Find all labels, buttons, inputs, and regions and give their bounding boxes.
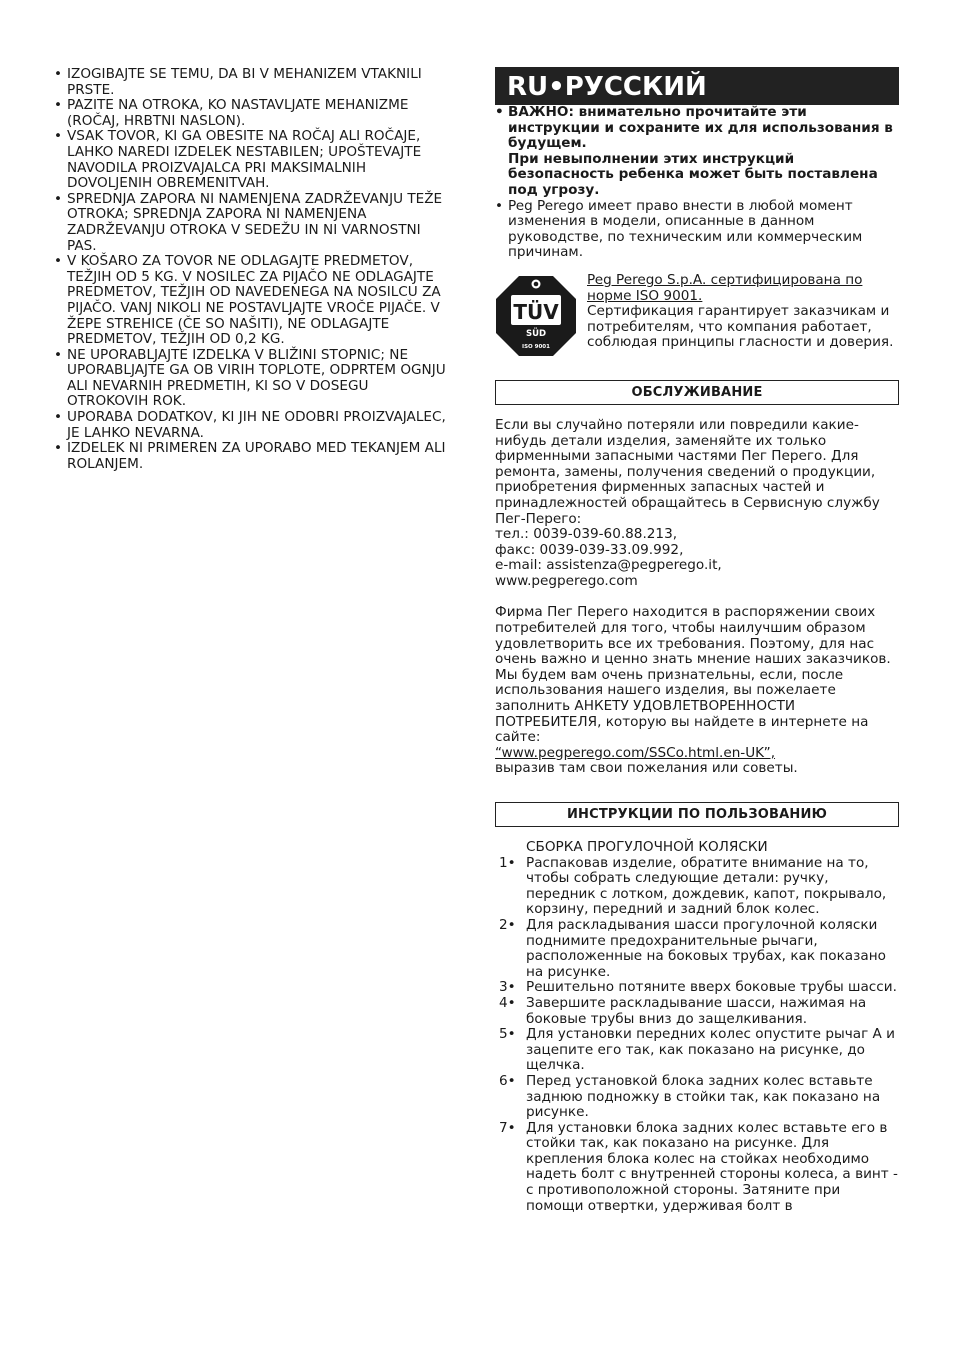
section-title: RU•РУССКИЙ <box>495 67 899 105</box>
list-item <box>495 105 899 199</box>
right-column <box>495 67 899 1214</box>
step-item <box>495 1027 899 1074</box>
slovenian-warnings-list <box>54 67 454 472</box>
list-item: • VSAK TOVOR, KI GA OBESITE NA ROČAJ ALI ROČAJE, LAHKO NAREDI IZDELEK NESTABILEN; UPOŠTEVAJTE NAVODILA PROIZVAJALCA PRI MAKSIMALNIH DOVOLJENIH OBREMENITVAH. <box>54 129 454 191</box>
step-text: Для установки блока задних колес вставьте его в стойки так, как показано на рисунке. Для крепления блока колес на стойках необходимо надеть болт с внутренней стороны колеса, а винт - с противоположной стороны. Затяните при помощи отвертки, удерживая болт в <box>526 1119 898 1214</box>
step-number: 1• <box>499 854 516 871</box>
step-text: Для установки передних колес опустите рычаг А и зацепите его так, как показано на рисунке, до щелчка. <box>526 1026 895 1074</box>
step-number: 4• <box>499 994 516 1011</box>
survey-paragraph <box>495 605 899 777</box>
service-website: www.pegperego.com <box>495 572 638 589</box>
service-text: Если вы случайно потеряли или повредили какие-нибудь детали изделия, заменяйте их только фирменными запасными частями Пег Перего. Для ремонта, замены, получения сведений о продукции, приобретения фирменных запасных частей и принадлежностей обращайтесь в Сервисную службу Пег-Перего: <box>495 416 880 527</box>
certification-headline: Peg Perego S.p.A. сертифицирована по норме ISO 9001. <box>587 271 863 304</box>
important-notice <box>495 105 899 199</box>
list-item: • UPORABA DODATKOV, KI JIH NE ODOBRI PROIZVAJALEC, JE LAHKO NEVARNA. <box>54 410 454 441</box>
step-item <box>495 980 899 996</box>
survey-link[interactable]: “www.pegperego.com/SSCo.html.en-UK”, <box>495 744 776 761</box>
list-item: • NE UPORABLJAJTE IZDELKA V BLIŽINI STOPNIC; NE UPORABLJAJTE GA OB VIRIH TOPLOTE, ODPRTEM OGNJU ALI NEVARNIH PREDMETIH, KI SO V DOSEGU OTROKOVIH ROK. <box>54 348 454 410</box>
important-line-2: При невыполнении этих инструкций безопасность ребенка может быть поставлена под угрозу. <box>508 150 878 198</box>
step-item <box>495 1121 899 1215</box>
step-number: 5• <box>499 1026 516 1043</box>
certification-block <box>495 273 899 357</box>
list-item: • V KOŠARO ZA TOVOR NE ODLAGAJTE PREDMETOV, TEŽJIH OD 5 KG. V NOSILEC ZA PIJAČO NE ODLAGAJTE PREDMETOV, TEŽJIH OD NAVEDENEGA NA NOSILCU ZA PIJAČO. VANJ NIKOLI NE POSTAVLJAJTE VROČE PIJAČE. V ŽEPE STREHICE (ČE SO NAŠITI), NE ODLAGAJTE PREDMETOV, TEŽJIH OD 0,2 KG. <box>54 254 454 348</box>
left-column <box>54 67 454 472</box>
list-item: • IZDELEK NI PRIMEREN ZA UPORABO MED TEKANJEM ALI ROLANJEM. <box>54 441 454 472</box>
certification-body: Сертификация гарантирует заказчикам и потребителям, что компания работает, соблюдая принципы гласности и доверия. <box>587 303 894 351</box>
peg-note <box>495 199 899 261</box>
step-item <box>495 996 899 1027</box>
important-line-1: • ВАЖНО: внимательно прочитайте эти инструкции и сохраните их для использования в будущем. <box>508 104 893 152</box>
step-number: 3• <box>499 979 516 996</box>
list-item: • PAZITE NA OTROKA, KO NASTAVLJATE MEHANIZME (ROČAJ, HRBTNI NASLON). <box>54 98 454 129</box>
list-item: • SPREDNJA ZAPORA NI NAMENJENA ZADRŽEVANJU TEŽE OTROKA; SPREDNJA ZAPORA NI NAMENJENA ZADRŽEVANJU OTROKA V SEDEŽU IN NI VARNOSTNI PAS. <box>54 192 454 254</box>
service-email: e-mail: assistenza@pegperego.it, <box>495 557 722 574</box>
list-item: • Peg Perego имеет право внести в любой момент изменения в модели, описанные в данном руководстве, по техническим или коммерческим причинам. <box>495 199 899 261</box>
step-item <box>495 856 899 918</box>
assembly-heading: СБОРКА ПРОГУЛОЧНОЙ КОЛЯСКИ <box>526 839 768 855</box>
step-number: 6• <box>499 1072 516 1089</box>
tuv-logo-sub: SÜD <box>525 328 547 339</box>
survey-text: Фирма Пег Перего находится в распоряжении своих потребителей для того, чтобы наилучшим образом удовлетворить все их требования. Поэтому, для нас очень важно и ценно знать мнение наших заказчиков. Мы будем вам очень признательны, если, после использования нашего изделия, вы пожелаете заполнить АНКЕТУ УДОВЛЕТВОРЕННОСТИ ПОТРЕБИТЕЛЯ, которую вы найдете в интернете на сайте: <box>495 604 891 746</box>
service-fax: факс: 0039-039-33.09.992, <box>495 541 684 558</box>
step-text: Распаковав изделие, обратите внимание на то, чтобы собрать следующие детали: ручку, передник с лотком, дождевик, капот, покрывало, корзину, передний и задний блок колес. <box>526 854 887 918</box>
tuv-logo-icon <box>495 275 577 357</box>
service-contact <box>495 418 899 590</box>
service-phone: тел.: 0039-039-60.88.213, <box>495 526 678 543</box>
instructions-header: ИНСТРУКЦИИ ПО ПОЛЬЗОВАНИЮ <box>495 802 899 827</box>
assembly-section <box>495 840 899 1214</box>
service-header: ОБСЛУЖИВАНИЕ <box>495 380 899 405</box>
tuv-logo-text: TÜV <box>513 299 559 324</box>
step-item <box>495 1074 899 1121</box>
survey-text-end: выразив там свои пожелания или советы. <box>495 760 798 777</box>
list-item: • IZOGIBAJTE SE TEMU, DA BI V MEHANIZEM VTAKNILI PRSTE. <box>54 67 454 98</box>
step-number: 2• <box>499 916 516 933</box>
tuv-logo-iso: ISO 9001 <box>522 343 550 350</box>
step-text: Для раскладывания шасси прогулочной коляски поднимите предохранительные рычаги, расположенные на боковых трубах, как показано на рисунке. <box>526 916 886 980</box>
step-number: 7• <box>499 1119 516 1136</box>
step-text: Завершите раскладывание шасси, нажимая на боковые трубы вниз до защелкивания. <box>526 994 867 1027</box>
certification-text <box>587 273 899 357</box>
assembly-steps <box>495 856 899 1215</box>
step-item <box>495 918 899 980</box>
step-text: Перед установкой блока задних колес вставьте заднюю подножку в стойки так, как показано на рисунке. <box>526 1072 881 1121</box>
step-text: Решительно потяните вверх боковые трубы шасси. <box>526 979 897 996</box>
